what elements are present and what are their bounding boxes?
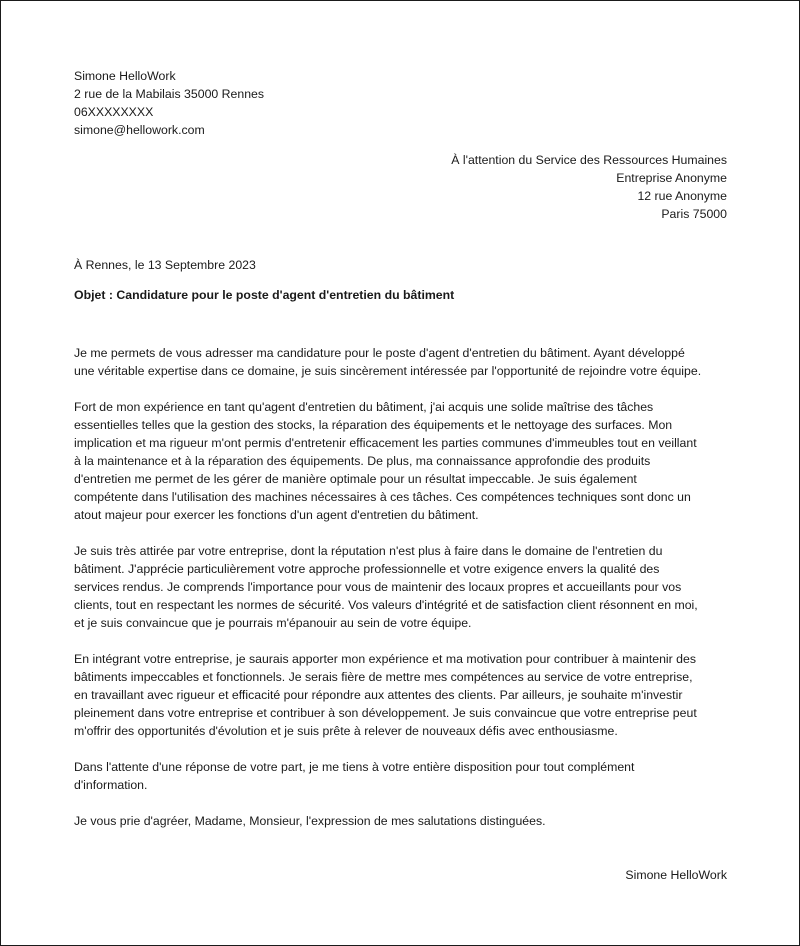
sender-block xyxy=(74,67,264,139)
letter-subject: Objet : Candidature pour le poste d'agent d'entretien du bâtiment xyxy=(74,288,455,302)
body-line: clients, tout en respectant les normes de sécurité. Vos valeurs d'intégrité et de satisfaction client résonnent en moi, xyxy=(74,598,698,612)
sender-name: Simone HelloWork xyxy=(74,69,176,83)
paragraph-experience xyxy=(74,398,734,524)
body-line: Je vous prie d'agréer, Madame, Monsieur, l'expression de mes salutations distinguées. xyxy=(74,814,546,828)
body-line: Dans l'attente d'une réponse de votre part, je me tiens à votre entière disposition pour tout complément xyxy=(74,760,635,774)
body-line: m'offrir des opportunités d'évolution et je suis prête à relever de nouveaux défis avec enthousiasme. xyxy=(74,724,618,738)
body-line: services rendus. Je comprends l'importance pour vous de maintenir des locaux propres et accueillants pour vos xyxy=(74,580,682,594)
paragraph-intro xyxy=(74,344,734,380)
paragraph-closing xyxy=(74,812,734,830)
body-line: d'entretien me permet de les gérer de manière optimale pour un résultat impeccable. Je suis également xyxy=(74,472,637,486)
recipient-street: 12 rue Anonyme xyxy=(637,189,727,203)
letter-body xyxy=(74,344,734,848)
body-line: En intégrant votre entreprise, je saurais apporter mon expérience et ma motivation pour contribuer à maintenir des xyxy=(74,652,697,666)
body-line: bâtiment. J'apprécie particulièrement votre approche professionnelle et votre exigence envers la qualité des xyxy=(74,562,660,576)
body-line: Fort de mon expérience en tant qu'agent d'entretien du bâtiment, j'ai acquis une solide maîtrise des tâches xyxy=(74,400,654,414)
sender-email: simone@hellowork.com xyxy=(74,123,205,137)
body-line: pleinement dans votre entreprise et contribuer à son développement. Je suis convaincue que votre entreprise peut xyxy=(74,706,697,720)
body-line: compétente dans l'utilisation des machines nécessaires à ces tâches. Ces compétences techniques sont donc un xyxy=(74,490,691,504)
body-line: Je me permets de vous adresser ma candidature pour le poste d'agent d'entretien du bâtiment. Ayant développé xyxy=(74,346,685,360)
body-line: essentielles telles que la gestion des stocks, la réparation des équipements et le nettoyage des surfaces. Mon xyxy=(74,418,673,432)
recipient-attention: À l'attention du Service des Ressources Humaines xyxy=(451,153,727,167)
recipient-company: Entreprise Anonyme xyxy=(616,171,727,185)
body-line: à la maintenance et à la réparation des équipements. De plus, ma connaissance approfondie des produits xyxy=(74,454,651,468)
paragraph-availability xyxy=(74,758,734,794)
paragraph-motivation xyxy=(74,650,734,740)
paragraph-company xyxy=(74,542,734,632)
letter-signature: Simone HelloWork xyxy=(625,868,727,882)
body-line: atout majeur pour exercer les fonctions d'un agent d'entretien du bâtiment. xyxy=(74,508,479,522)
sender-phone: 06XXXXXXXX xyxy=(74,105,154,119)
body-line: et je suis convaincue que je pourrais m'épanouir au sein de votre équipe. xyxy=(74,616,472,630)
recipient-block xyxy=(451,151,727,223)
body-line: Je suis très attirée par votre entreprise, dont la réputation n'est plus à faire dans le domaine de l'entretien du xyxy=(74,544,663,558)
sender-address: 2 rue de la Mabilais 35000 Rennes xyxy=(74,87,265,101)
body-line: implication et ma rigueur m'ont permis d'entretenir efficacement les parties communes d'immeubles tout en veillant xyxy=(74,436,697,450)
body-line: en travaillant avec rigueur et efficacité pour répondre aux attentes des clients. Par ailleurs, je souhaite m'investir xyxy=(74,688,683,702)
body-line: d'information. xyxy=(74,778,148,792)
recipient-city: Paris 75000 xyxy=(661,207,727,221)
body-line: bâtiments impeccables et fonctionnels. Je serais fière de mettre mes compétences au service de votre entreprise, xyxy=(74,670,693,684)
letter-date: À Rennes, le 13 Septembre 2023 xyxy=(74,258,256,272)
body-line: une véritable expertise dans ce domaine, je suis sincèrement intéressée par l'opportunité de rejoindre votre équipe. xyxy=(74,364,702,378)
